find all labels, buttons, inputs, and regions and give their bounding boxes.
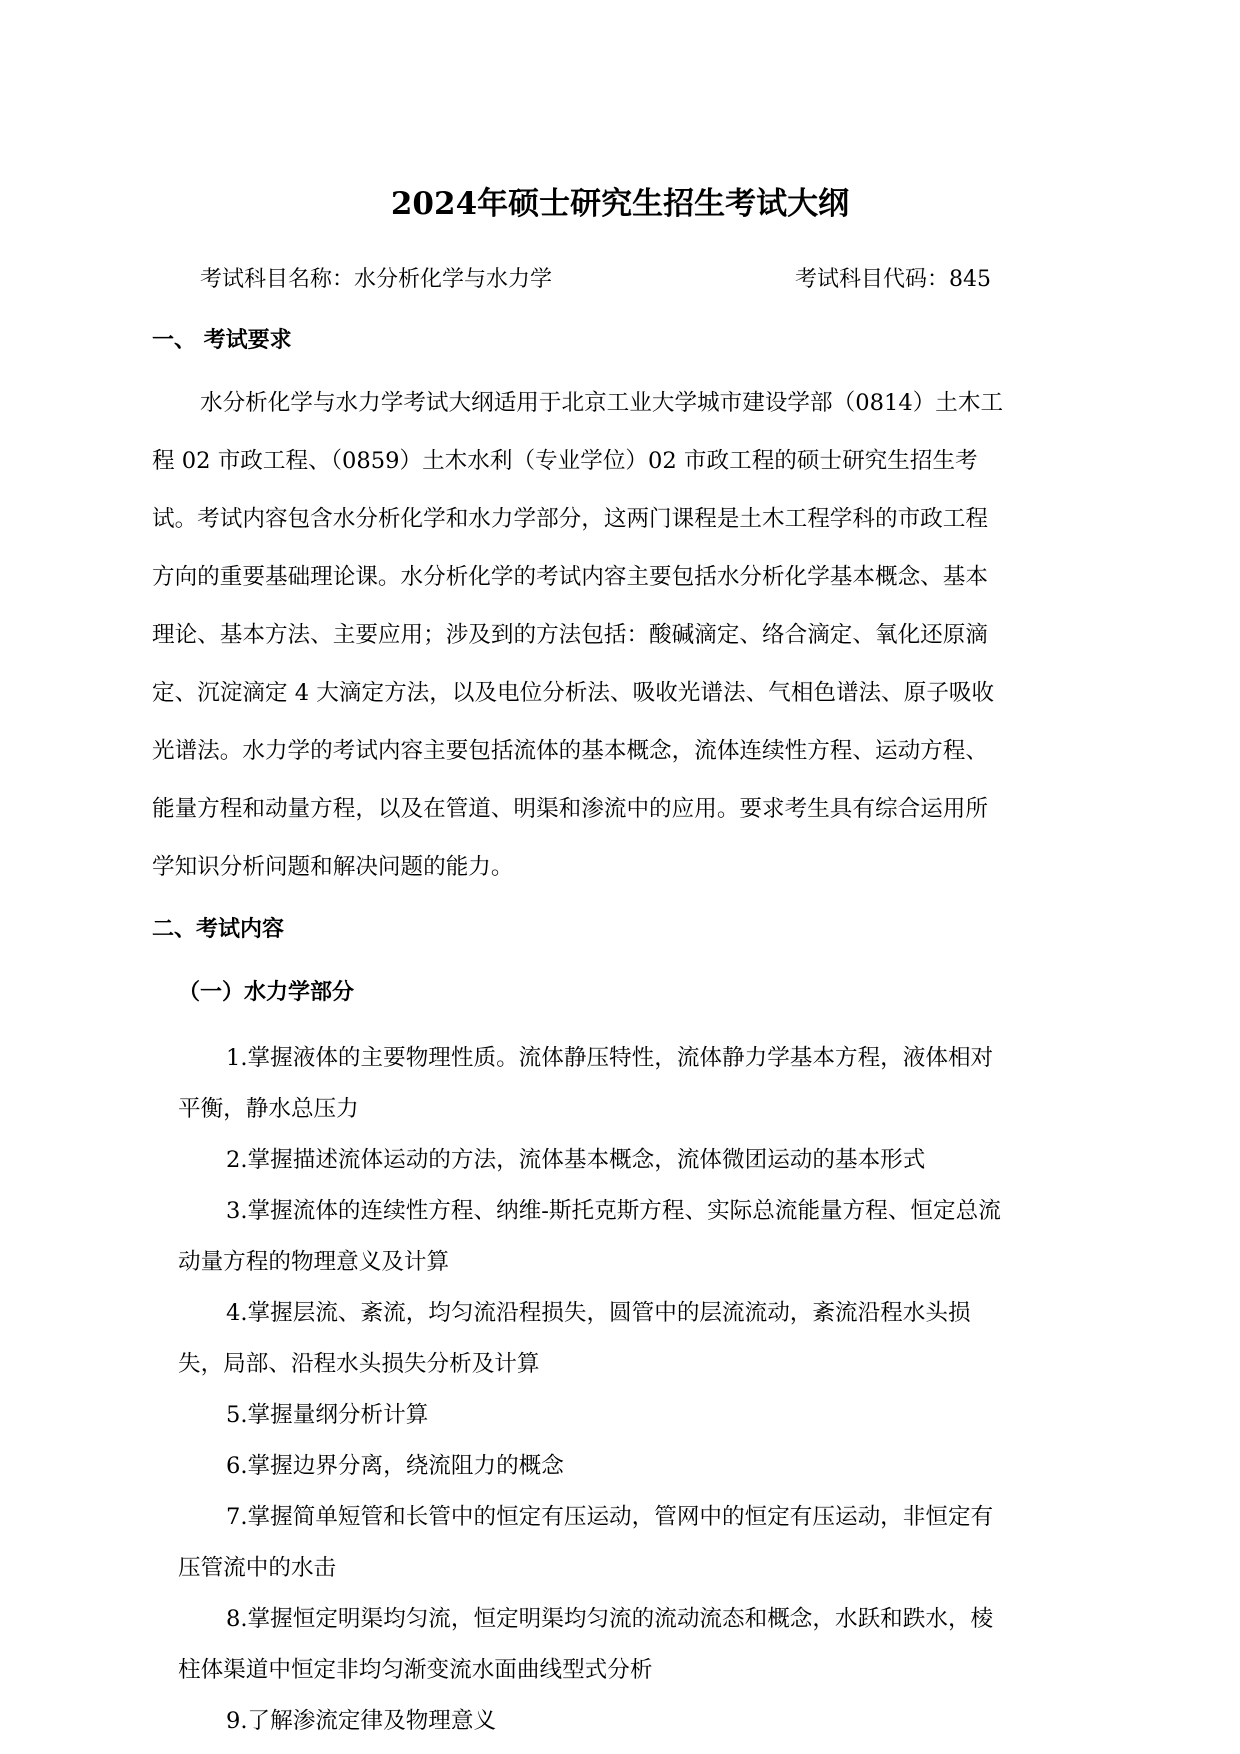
list-item: 5.掌握量纲分析计算 bbox=[226, 1402, 429, 1428]
paragraph-line: 方向的重要基础理论课。水分析化学的考试内容主要包括水分析化学基本概念、基本 bbox=[152, 564, 988, 590]
paragraph-line: 理论、基本方法、主要应用；涉及到的方法包括：酸碱滴定、络合滴定、氧化还原滴 bbox=[152, 622, 988, 648]
list-item-continuation: 压管流中的水击 bbox=[178, 1555, 337, 1581]
list-item: 8.掌握恒定明渠均匀流，恒定明渠均匀流的流动流态和概念，水跃和跌水，棱 bbox=[226, 1606, 994, 1632]
paragraph-line: 水分析化学与水力学考试大纲适用于北京工业大学城市建设学部（0814）土木工 bbox=[200, 390, 1004, 416]
document-title: 2024年硕士研究生招生考试大纲 bbox=[390, 186, 850, 222]
paragraph-line: 试。考试内容包含水分析化学和水力学部分，这两门课程是土木工程学科的市政工程 bbox=[152, 506, 988, 532]
section-heading-content: 二、考试内容 bbox=[152, 916, 285, 942]
paragraph-line: 学知识分析问题和解决问题的能力。 bbox=[152, 854, 514, 880]
subsection-heading-hydraulics: （一）水力学部分 bbox=[178, 979, 355, 1005]
subject-name: 考试科目名称：水分析化学与水力学 bbox=[200, 267, 553, 292]
list-item: 2.掌握描述流体运动的方法，流体基本概念，流体微团运动的基本形式 bbox=[226, 1147, 926, 1173]
list-item-continuation: 动量方程的物理意义及计算 bbox=[178, 1249, 450, 1275]
list-item-continuation: 失，局部、沿程水头损失分析及计算 bbox=[178, 1351, 540, 1377]
section-heading-requirements: 一、 考试要求 bbox=[152, 327, 292, 353]
paragraph-line: 能量方程和动量方程，以及在管道、明渠和渗流中的应用。要求考生具有综合运用所 bbox=[152, 796, 988, 822]
list-item-continuation: 柱体渠道中恒定非均匀渐变流水面曲线型式分析 bbox=[178, 1657, 653, 1683]
list-item-continuation: 平衡，静水总压力 bbox=[178, 1096, 359, 1122]
list-item: 9.了解渗流定律及物理意义 bbox=[226, 1708, 497, 1734]
list-item: 6.掌握边界分离，绕流阻力的概念 bbox=[226, 1453, 564, 1479]
paragraph-line: 光谱法。水力学的考试内容主要包括流体的基本概念，流体连续性方程、运动方程、 bbox=[152, 738, 988, 764]
list-item: 3.掌握流体的连续性方程、纳维-斯托克斯方程、实际总流能量方程、恒定总流 bbox=[226, 1198, 1001, 1224]
list-item: 4.掌握层流、紊流，均匀流沿程损失，圆管中的层流流动，紊流沿程水头损 bbox=[226, 1300, 971, 1326]
list-item: 1.掌握液体的主要物理性质。流体静压特性，流体静力学基本方程，液体相对 bbox=[226, 1045, 994, 1071]
subject-code: 考试科目代码：845 bbox=[795, 267, 991, 292]
list-item: 7.掌握简单短管和长管中的恒定有压运动，管网中的恒定有压运动，非恒定有 bbox=[226, 1504, 994, 1530]
paragraph-line: 定、沉淀滴定 4 大滴定方法，以及电位分析法、吸收光谱法、气相色谱法、原子吸收 bbox=[152, 680, 995, 706]
paragraph-line: 程 02 市政工程、（0859）土木水利（专业学位）02 市政工程的硕士研究生招生考 bbox=[152, 448, 978, 474]
